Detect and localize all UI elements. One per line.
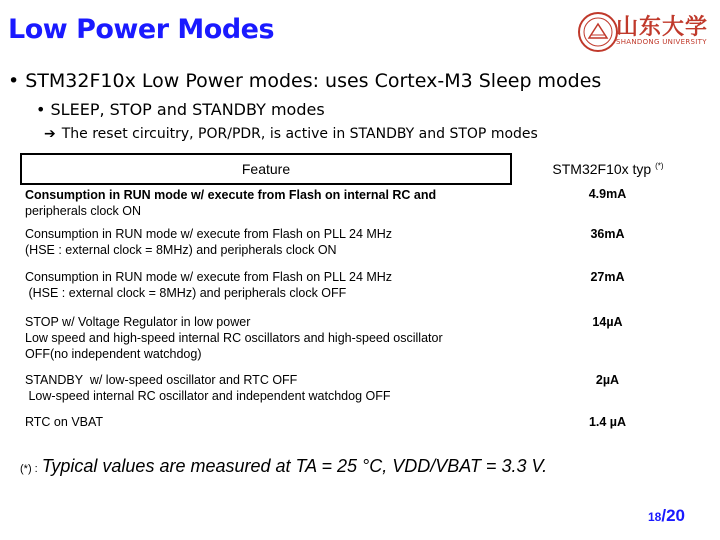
university-seal-icon bbox=[576, 10, 620, 54]
university-logo-text: 山东大学 bbox=[616, 14, 709, 40]
power-consumption-table bbox=[20, 153, 704, 436]
row-value: 1.4 µA bbox=[588, 415, 627, 429]
table-row bbox=[21, 267, 704, 312]
table-row bbox=[21, 312, 704, 370]
slide-title: Low Power Modes bbox=[8, 14, 275, 45]
table-row bbox=[21, 184, 704, 224]
header-feature: Feature bbox=[21, 154, 511, 184]
header-typ-note: (*) bbox=[655, 161, 664, 171]
arrow-note-text: The reset circuitry, POR/PDR, is active in STANDBY and STOP modes bbox=[61, 126, 538, 142]
page-current: 18 bbox=[648, 510, 662, 524]
footnote-text: Typical values are measured at TA = 25 °C, VDD/VBAT = 3.3 V. bbox=[41, 456, 548, 476]
row-value: 36mA bbox=[590, 227, 625, 241]
bullet-arrow-note bbox=[44, 126, 538, 142]
table-row bbox=[21, 224, 704, 267]
university-logo-sub: SHANDONG UNIVERSITY bbox=[616, 38, 707, 46]
row-feature: STANDBY w/ low-speed oscillator and RTC OFF Low-speed internal RC oscillator and independent watchdog OFF bbox=[25, 373, 391, 403]
row-value: 27mA bbox=[590, 270, 625, 284]
bullet-sub: • SLEEP, STOP and STANDBY modes bbox=[36, 100, 325, 119]
table-row bbox=[21, 370, 704, 412]
header-typ: STM32F10x typ (*) bbox=[552, 161, 664, 177]
bullet-main: • STM32F10x Low Power modes: uses Cortex-M3 Sleep modes bbox=[8, 70, 602, 92]
footnote-mark: (*) : bbox=[20, 463, 38, 475]
footnote bbox=[20, 456, 547, 477]
row-feature: Consumption in RUN mode w/ execute from Flash on PLL 24 MHz (HSE : external clock = 8MHz) and peripherals clock ON bbox=[25, 227, 393, 257]
row-value: 14µA bbox=[592, 315, 623, 329]
table-row bbox=[21, 412, 704, 436]
right-arrow-icon: ➔ bbox=[44, 126, 56, 142]
page-total: /20 bbox=[661, 506, 685, 525]
row-feature: STOP w/ Voltage Regulator in low power Low speed and high-speed internal RC oscillators and high-speed oscillator OFF(no independent watchdog) bbox=[25, 315, 443, 361]
row-feature: Consumption in RUN mode w/ execute from Flash on PLL 24 MHz (HSE : external clock = 8MHz) and peripherals clock OFF bbox=[25, 270, 393, 300]
row-value: 4.9mA bbox=[588, 187, 627, 201]
row-feature: Consumption in RUN mode w/ execute from Flash on internal RC and peripherals clock ON bbox=[25, 188, 437, 218]
row-value: 2µA bbox=[595, 373, 620, 387]
page-number bbox=[648, 506, 685, 526]
row-feature: RTC on VBAT bbox=[25, 415, 104, 429]
